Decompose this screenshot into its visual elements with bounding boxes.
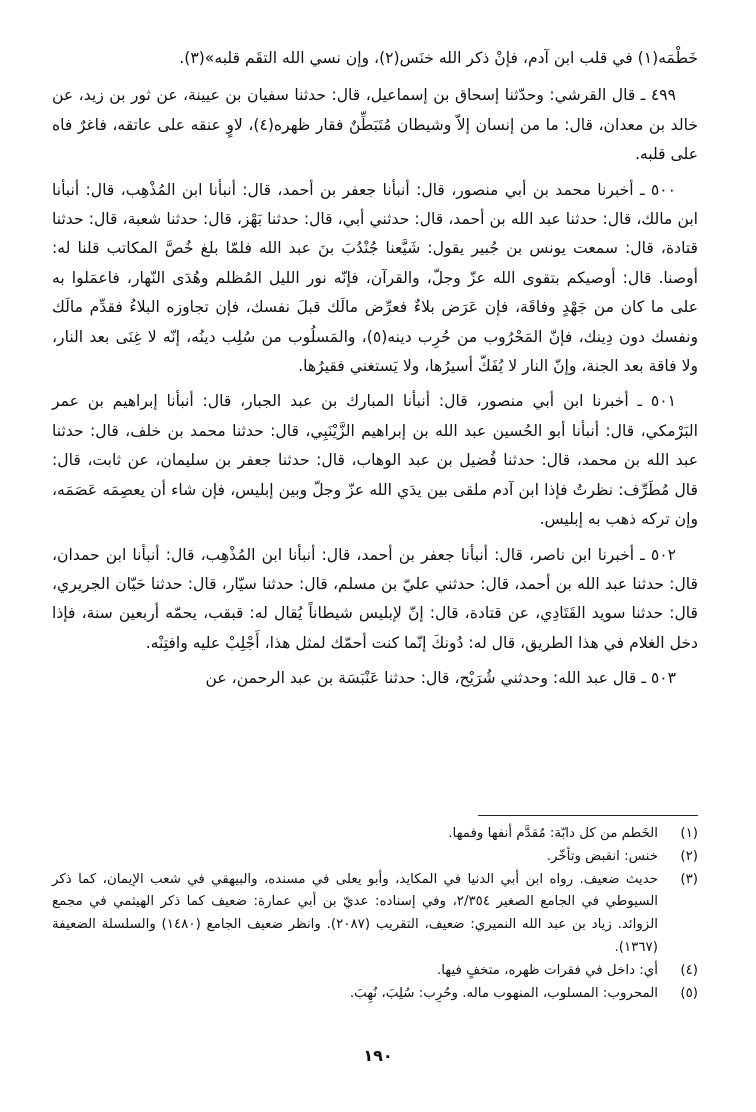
footnote-text: الخَطم من كل دابّة: مُقدَّم أنفها وفمها. bbox=[448, 826, 658, 841]
paragraph-502: ٥٠٢ ـ أخبرنا ابن ناصر، قال: أنبأنا جعفر بن أحمد، قال: أنبأنا ابن المُذْهِب، قال: أنبأنا ابن حمدان، قال: حدثنا عبد الله بن أحمد، قال: حدثني عليّ بن مسلم، قال: حدثنا سيّار، قال: حدثنا حَيّان الجريري، قال: حدثنا سويد القَتَادِي، عن قتادة، قال: إنّ لإبليس شيطاناً يُقال له: قبقب، يحمّه أربعين سنة، فإذا دخل الغلام في هذا الطريق، قال له: دُونكَ إنّما كنت أحمّك لمثل هذا، أَجْلِبْ عليه وافتِنْه. bbox=[52, 545, 698, 652]
footnote-number: (١) bbox=[680, 826, 698, 841]
footnote-number: (٥) bbox=[680, 985, 698, 1001]
paragraph-501: ٥٠١ ـ أخبرنا ابن أبي منصور، قال: أنبأنا المبارك بن عبد الجبار، قال: أنبأنا إبراهيم بن عمر البَرْمكي، قال: أنبأنا أبو الحُسين عبد الله بن إبراهيم الزَّيْنَبِي، قال: حدثنا محمد بن خلف، قال: حدثنا عبد الله بن محمد، قال: حدثنا فُضيل بن عبد الوهاب، قال: حدثنا جعفر بن سليمان، عن ثابت، قال: قال مُطَرِّف: نظرتُ فإذا ابن آدم ملقى بين يدَي الله عزّ وجلّ وبين إبليس، فإن شاء أن يعصِمَه عَصَمَه، وإن تركه ذهب به إبليس. bbox=[52, 392, 698, 529]
paragraph-continuation: خَطْمَه(١) في قلب ابن آدم، فإنْ ذكر الله خنَس(٢)، وإن نسي الله التقَم قلبه»(٣). bbox=[179, 49, 698, 67]
main-text bbox=[52, 44, 698, 694]
page-number: ١٩٠ bbox=[363, 1046, 393, 1065]
footnote-3 bbox=[52, 869, 698, 960]
paragraph-500: ٥٠٠ ـ أخبرنا محمد بن أبي منصور، قال: أنبأنا جعفر بن أحمد، قال: أنبأنا ابن المُذْهِب، قال: أنبأنا ابن مالك، قال: حدثنا عبد الله بن أحمد، قال: حدثني أبي، قال: حدثنا بَهْز، قال: حدثنا شعبة، قال: حدثنا قتادة، قال: سمعت يونس بن جُبير يقول: شَيَّعنا جُنْدُبَ بنَ عبد الله فلمّا بلغ خُصَّ المكاتب قلنا له: أوصنا. قال: أوصيكم بتقوى الله عزّ وجلّ، والقرآن، فإنّه نور الليل المُظلم وهُدَى النّهار، فاعمَلوا به على ما كان من جَهْدٍ وفاقَة، فإن عَرَض بلاءٌ فعرِّض مالَك قبلَ نفسك، فإن تجاوزه البلاءُ فقدِّم مالَك ونفسك دون دِينك، فإنّ المَحْرُوب من حُرِب دينه(٥)، والمَسلُوب من سُلِب دينُه، إنّه لا غِنَى بعد النار، ولا فاقة بعد الجنة، وإنّ النار لا يُفَكّ أسيرُها، ولا يَستغني فقيرُها. bbox=[52, 180, 699, 376]
footnotes bbox=[52, 823, 698, 1005]
footnote-number: (٤) bbox=[680, 962, 698, 978]
footnote-text: أي: داخل في فقرات ظهره، متخفٍ فيها. bbox=[436, 962, 658, 978]
footnote-1 bbox=[52, 823, 698, 846]
footnote-number: (٣) bbox=[680, 871, 698, 887]
footnote-5 bbox=[52, 983, 698, 1006]
paragraph-499: ٤٩٩ ـ قال القرشي: وحدّثنا إسحاق بن إسماعيل، قال: حدثنا سفيان بن عيينة، عن ثور بن زيد، عن خالد بن معدان، قال: ما من إنسان إلاّ وشيطان مُتَبَطِّنٌ فقار ظهره(٤)، لاوٍ عنقه على عاتقه، فاغرٌ فاه على قلبه. bbox=[52, 86, 698, 164]
footnote-4 bbox=[52, 960, 698, 983]
footnote-divider bbox=[478, 815, 698, 816]
footnote-text: خنس: انقبض وتأخّر. bbox=[546, 848, 658, 864]
footnote-text: حديث ضعيف. رواه ابن أبي الدنيا في المكايد، وأبو يعلى في مسنده، والبيهقي في شعب الإيمان، كما ذكر السيوطي في الجامع الصغير ٢/٣٥٤، وفي إسناده: عديّ بن أبي عمارة: ضعيف كما ذكر الهيثمي في مجمع الزوائد. زياد بن عبد الله النميري: ضعيف، التقريب (٢٠٨٧). وانظر ضعيف الجامع (١٤٨٠) والسلسلة الضعيفة (١٣٦٧). bbox=[52, 871, 658, 955]
footnote-number: (٢) bbox=[680, 848, 698, 864]
footnote-2 bbox=[52, 846, 698, 869]
footnote-text: المحروب: المسلوب، المنهوب ماله. وحُرِب: سُلِبَ، نُهِبَ. bbox=[349, 985, 658, 1001]
paragraph-503: ٥٠٣ ـ قال عبد الله: وحدثني شُرَيْح، قال: حدثنا عَنْبَسَة بن عبد الرحمن، عن bbox=[205, 669, 676, 688]
